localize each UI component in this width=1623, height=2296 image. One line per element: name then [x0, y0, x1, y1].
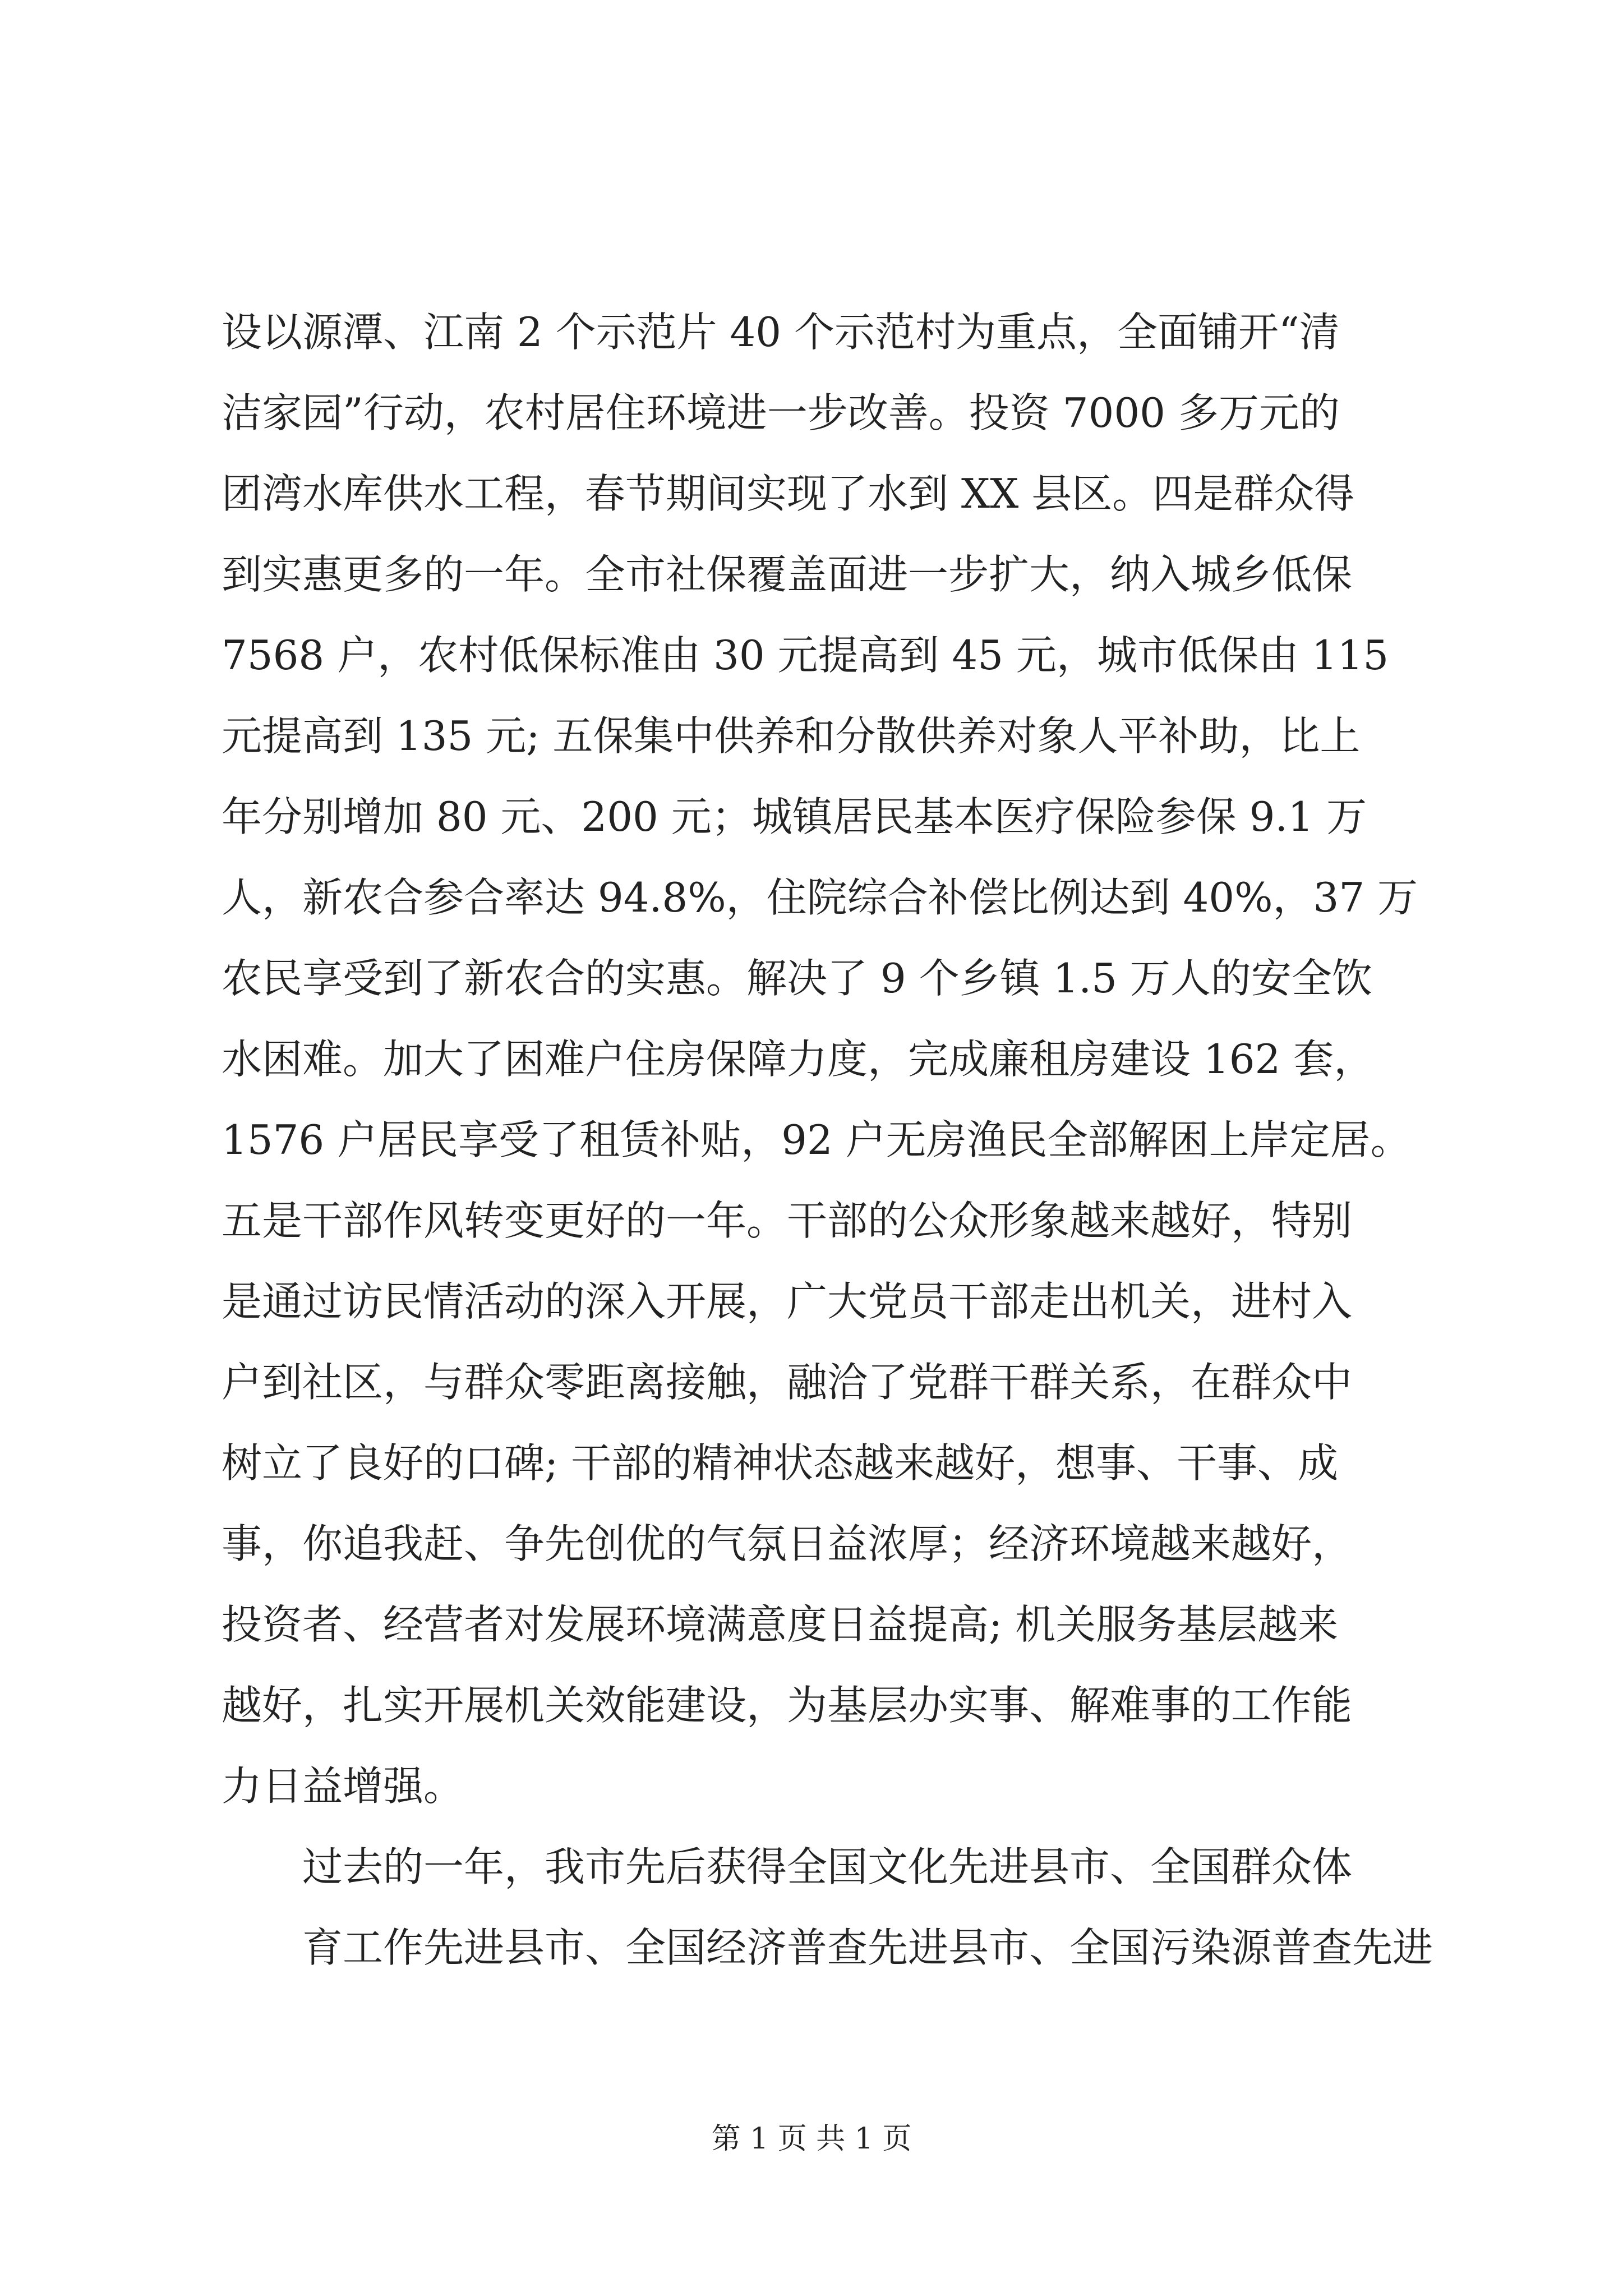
text-line: 事，你追我赶、争先创优的气氛日益浓厚；经济环境越来越好， [222, 1520, 1353, 1567]
page-number: 第 1 页 共 1 页 [711, 2122, 912, 2156]
text-line: 力日益增强。 [222, 1763, 464, 1810]
text-line: 洁家园”行动，农村居住环境进一步改善。投资 7000 多万元的 [222, 389, 1340, 436]
paragraph-1 [222, 292, 1422, 1826]
text-line: 到实惠更多的一年。全市社保覆盖面进一步扩大，纳入城乡低保 [222, 551, 1353, 598]
text-line: 年分别增加 80 元、200 元；城镇居民基本医疗保险参保 9.1 万 [222, 793, 1367, 840]
text-line: 是通过访民情活动的深入开展，广大党员干部走出机关，进村入 [222, 1278, 1353, 1325]
text-line: 育工作先进县市、全国经济普查先进县市、全国污染源普查先进 [302, 1924, 1433, 1971]
text-line: 7568 户，农村低保标准由 30 元提高到 45 元，城市低保由 115 [222, 632, 1389, 679]
text-line: 树立了良好的口碑; 干部的精神状态越来越好，想事、干事、成 [222, 1439, 1339, 1487]
text-line: 五是干部作风转变更好的一年。干部的公众形象越来越好，特别 [222, 1197, 1353, 1244]
paragraph-2 [222, 1826, 1433, 1988]
text-line: 过去的一年，我市先后获得全国文化先进县市、全国群众体 [302, 1843, 1353, 1890]
text-line: 农民享受到了新农合的实惠。解决了 9 个乡镇 1.5 万人的安全饮 [222, 955, 1372, 1002]
text-line: 投资者、经营者对发展环境满意度日益提高; 机关服务基层越来 [222, 1601, 1339, 1648]
text-line: 水困难。加大了困难户住房保障力度，完成廉租房建设 162 套， [222, 1036, 1375, 1083]
text-line: 人，新农合参合率达 94.8%，住院综合补偿比例达到 40%，37 万 [222, 874, 1418, 921]
text-line: 1576 户居民享受了租赁补贴，92 户无房渔民全部解困上岸定居。 [222, 1116, 1411, 1163]
text-line: 团湾水库供水工程，春节期间实现了水到 XX 县区。四是群众得 [222, 470, 1355, 517]
page-footer [0, 2115, 1623, 2157]
text-line: 越好，扎实开展机关效能建设，为基层办实事、解难事的工作能 [222, 1682, 1353, 1729]
text-line: 户到社区，与群众零距离接触，融洽了党群干群关系，在群众中 [222, 1359, 1353, 1406]
body-text [222, 292, 1433, 1988]
text-line: 元提高到 135 元; 五保集中供养和分散供养对象人平补助，比上 [222, 712, 1361, 760]
text-line: 设以源潭、江南 2 个示范片 40 个示范村为重点，全面铺开“清 [222, 309, 1340, 356]
